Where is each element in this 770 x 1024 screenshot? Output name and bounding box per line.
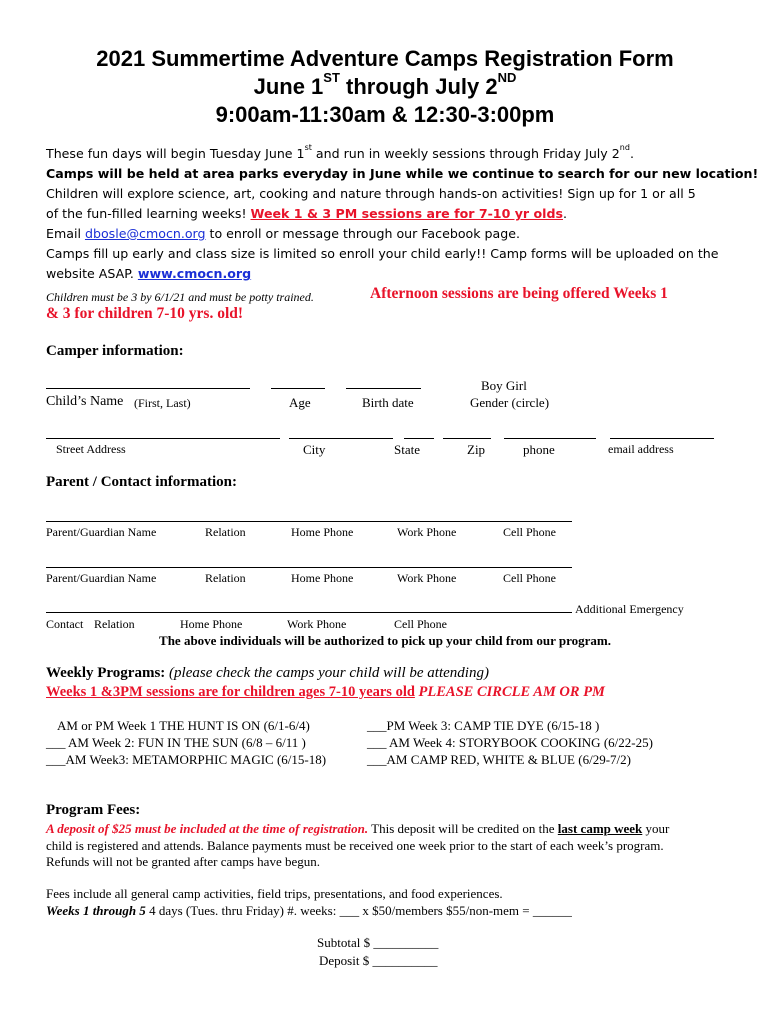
weeks-range: Weeks 1 through 5 xyxy=(46,903,146,918)
phone-field[interactable] xyxy=(504,438,596,439)
birth-date-field[interactable] xyxy=(346,388,421,389)
contact-label: Contact xyxy=(46,617,84,631)
weeks-calc: 4 days (Tues. thru Friday) #. weeks: ___ x $50/members $55/non-mem = ______ xyxy=(145,903,572,918)
age-requirement: Children must be 3 by 6/1/21 and must be potty trained. xyxy=(46,290,314,304)
authorized-pickup-note: The above individuals will be authorized to pick up your child from our program. xyxy=(159,633,611,648)
intro-7a: website ASAP. xyxy=(46,266,138,281)
intro-1a: These fun days will begin Tuesday June 1 xyxy=(46,146,305,161)
age-label: Age xyxy=(289,395,311,410)
additional-emergency-label: Additional Emergency xyxy=(575,602,684,616)
fees-1b: your xyxy=(642,821,670,836)
session-times: 9:00am-11:30am & 12:30-3:00pm xyxy=(215,102,555,127)
email-label: email address xyxy=(608,442,674,456)
age-field[interactable] xyxy=(271,388,325,389)
intro-line-1 xyxy=(46,143,634,161)
guardian-2-name-label: Parent/Guardian Name xyxy=(46,571,157,585)
date-start-sup: ST xyxy=(323,70,340,85)
weekly-heading-note: (please check the camps your child will be attending) xyxy=(165,665,489,681)
city-label: City xyxy=(303,442,326,457)
intro-line-2: Camps will be held at area parks everyday in June while we continue to search for our new location! xyxy=(46,166,759,181)
state-field[interactable] xyxy=(404,438,434,439)
subtotal-field[interactable]: Subtotal $ __________ xyxy=(317,935,439,950)
program-week-5[interactable]: ___AM CAMP RED, WHITE & BLUE (6/29-7/2) xyxy=(367,752,631,767)
guardian-1-name-label: Parent/Guardian Name xyxy=(46,525,157,539)
camper-heading: Camper information: xyxy=(46,343,184,359)
weekly-heading: Weekly Programs: xyxy=(46,665,166,681)
zip-field[interactable] xyxy=(443,438,491,439)
page-title: 2021 Summertime Adventure Camps Registration Form xyxy=(96,46,674,71)
guardian-1-field[interactable] xyxy=(46,521,572,522)
program-week-4[interactable]: ___ AM Week 4: STORYBOOK COOKING (6/22-25) xyxy=(367,735,653,750)
intro-line-5 xyxy=(46,226,520,241)
intro-line-3: Children will explore science, art, cooking and nature through hands-on activities! Sign up for 1 or all 5 xyxy=(46,186,696,201)
email-link[interactable]: dbosle@cmocn.org xyxy=(84,226,206,241)
intro-line-7 xyxy=(46,266,251,281)
intro-1-sup2: nd xyxy=(619,143,630,152)
intro-5b: to enroll or message through our Facebook page. xyxy=(205,226,520,241)
emergency-work-label: Work Phone xyxy=(287,617,347,631)
program-week-1[interactable]: AM or PM Week 1 THE HUNT IS ON (6/1-6/4) xyxy=(57,718,310,733)
last-camp-week: last camp week xyxy=(557,821,643,836)
fees-calc-line[interactable] xyxy=(46,903,572,919)
guardian-1-home-label: Home Phone xyxy=(291,525,354,539)
guardian-2-home-label: Home Phone xyxy=(291,571,354,585)
guardian-2-field[interactable] xyxy=(46,567,572,568)
fees-line-1 xyxy=(46,821,669,837)
weekly-heading-line xyxy=(46,665,489,682)
date-end: through July 2 xyxy=(339,74,498,99)
birth-date-label: Birth date xyxy=(362,395,414,410)
intro-4a: of the fun-filled learning weeks! xyxy=(46,206,251,221)
child-name-label: Child’s Name xyxy=(46,394,124,409)
first-last-label: (First, Last) xyxy=(134,396,191,410)
street-label: Street Address xyxy=(56,442,126,456)
guardian-1-relation-label: Relation xyxy=(205,525,246,539)
city-field[interactable] xyxy=(289,438,393,439)
intro-1b: and run in weekly sessions through Friday July 2 xyxy=(311,146,620,161)
guardian-2-cell-label: Cell Phone xyxy=(503,571,556,585)
fees-heading: Program Fees: xyxy=(46,802,141,818)
parent-heading: Parent / Contact information: xyxy=(46,474,237,490)
intro-line-4 xyxy=(46,206,567,221)
afternoon-note-1: Afternoon sessions are being offered Weeks 1 xyxy=(370,285,668,302)
guardian-1-cell-label: Cell Phone xyxy=(503,525,556,539)
emergency-contact-field[interactable] xyxy=(46,612,572,613)
afternoon-note-2: & 3 for children 7-10 yrs. old! xyxy=(46,305,244,322)
gender-options[interactable]: Boy Girl xyxy=(481,378,527,393)
deposit-note: A deposit of $25 must be included at the time of registration. xyxy=(46,821,369,836)
fees-line-3: Refunds will not be granted after camps have begun. xyxy=(46,854,320,869)
emergency-cell-label: Cell Phone xyxy=(394,617,447,631)
circle-am-pm-note: PLEASE CIRCLE AM OR PM xyxy=(418,684,605,700)
program-week-3-am[interactable]: ___AM Week3: METAMORPHIC MAGIC (6/15-18) xyxy=(46,752,327,767)
date-range xyxy=(0,70,770,100)
pm-age-note: Weeks 1 &3PM sessions are for children ages 7-10 years old xyxy=(46,684,415,700)
child-name-field[interactable] xyxy=(46,388,250,389)
phone-label: phone xyxy=(523,442,555,457)
emergency-relation-label: Relation xyxy=(94,617,135,631)
emergency-home-label: Home Phone xyxy=(180,617,243,631)
date-end-sup: ND xyxy=(497,70,517,85)
guardian-1-work-label: Work Phone xyxy=(397,525,457,539)
intro-1c: . xyxy=(629,146,634,161)
website-link[interactable]: www.cmocn.org xyxy=(137,266,252,281)
fees-include: Fees include all general camp activities, field trips, presentations, and food experiences. xyxy=(46,886,503,901)
intro-line-6: Camps fill up early and class size is limited so enroll your child early!! Camp forms will be uploaded on the xyxy=(46,246,719,261)
guardian-2-work-label: Work Phone xyxy=(397,571,457,585)
fees-1a: This deposit will be credited on the xyxy=(368,821,558,836)
program-week-2[interactable]: ___ AM Week 2: FUN IN THE SUN (6/8 – 6/11 ) xyxy=(46,735,306,750)
program-week-3-pm[interactable]: ___PM Week 3: CAMP TIE DYE (6/15-18 ) xyxy=(367,718,600,733)
street-field[interactable] xyxy=(46,438,280,439)
date-start: June 1 xyxy=(253,74,324,99)
intro-5a: Email xyxy=(46,226,85,241)
email-field[interactable] xyxy=(610,438,714,439)
intro-1-sup1: st xyxy=(304,143,312,152)
guardian-2-relation-label: Relation xyxy=(205,571,246,585)
pm-session-note: Week 1 & 3 PM sessions are for 7-10 yr olds xyxy=(250,206,563,221)
intro-4b: . xyxy=(563,206,568,221)
state-label: State xyxy=(394,442,420,457)
deposit-field[interactable]: Deposit $ __________ xyxy=(319,953,438,968)
gender-label: Gender (circle) xyxy=(470,395,550,410)
weekly-red-line xyxy=(46,684,605,701)
fees-line-2: child is registered and attends. Balance payments must be received one week prior to the start of each week’s program. xyxy=(46,838,664,853)
zip-label: Zip xyxy=(467,442,486,457)
